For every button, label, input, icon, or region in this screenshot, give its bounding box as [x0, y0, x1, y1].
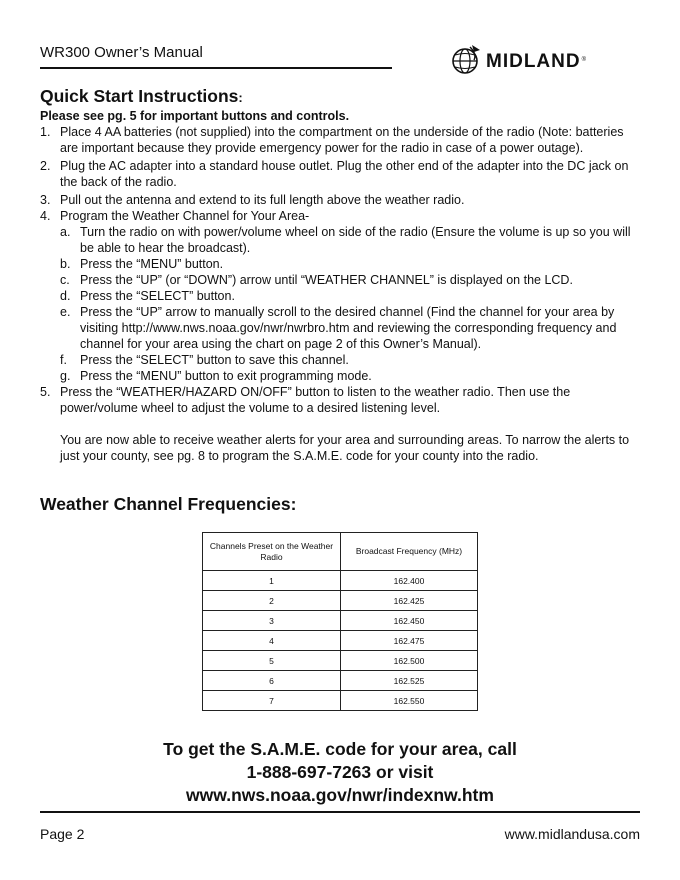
registered-mark: ®: [581, 57, 587, 63]
logo-wordmark: MIDLAND: [486, 51, 581, 72]
callout-url: www.nws.noaa.gov/nwr/indexnw.htm: [186, 785, 494, 805]
list-item: g. Press the “MENU” button to exit programming mode.: [60, 369, 372, 383]
quick-start-section: [40, 86, 640, 464]
quick-start-heading: Quick Start Instructions:: [40, 86, 243, 106]
same-code-callout: [40, 738, 640, 807]
header-divider: [40, 67, 392, 69]
list-item: f. Press the “SELECT” button to save this channel.: [60, 353, 349, 367]
table-row: [203, 571, 478, 591]
substeps-list: [60, 224, 640, 384]
channel-cell: 5: [203, 651, 341, 671]
channel-cell: 7: [203, 691, 341, 711]
frequency-cell: 162.425: [341, 591, 478, 611]
list-item: a. Turn the radio on with power/volume wheel on side of the radio (Ensure the volume is up so you will be able to hear the broadcast).: [60, 225, 631, 255]
table-row: [203, 651, 478, 671]
channel-cell: 1: [203, 571, 341, 591]
steps-list: [40, 124, 640, 416]
page-number: Page 2: [40, 826, 85, 842]
list-item: 4. Program the Weather Channel for Your Area- a. Turn the radio on with power/volume wheel on side of the radio (Ensure the volume is up so you will be able to hear the broadcast). b. Press the “MENU” button. c. Press the “UP” (or “DOWN”) arrow until “WEATHER CHANNEL” is displayed on the LCD. d. Press the “SELECT” button. e. Press the “UP” arrow to manually scroll to the desired channel (Find the channel for your area by visiting http://www.nws.noaa.gov/nwr/nwrbro.htm and reviewing the corresponding frequency and channel for your area using the chart on page 2 of this Owner’s Manual). f. Press the “SELECT” button to save this channel. g. Press the “MENU” button to exit programming mode.: [40, 208, 640, 384]
list-item: 3. Pull out the antenna and extend to its full length above the weather radio.: [40, 193, 465, 207]
list-item: e. Press the “UP” arrow to manually scroll to the desired channel (Find the channel for your area by visiting http://www.nws.noaa.gov/nwr/nwrbro.htm and reviewing the corresponding frequency and channel for your area using the chart on page 2 of this Owner’s Manual).: [60, 305, 617, 351]
frequency-cell: 162.550: [341, 691, 478, 711]
table-row: [203, 631, 478, 651]
table-row: [203, 591, 478, 611]
channel-cell: 4: [203, 631, 341, 651]
frequency-table: [202, 532, 478, 711]
midland-logo: [450, 40, 642, 80]
list-item: 1. Place 4 AA batteries (not supplied) into the compartment on the underside of the radio (Note: batteries are important because they provide emergency power for the radio in case of a power outage).: [40, 125, 624, 155]
list-item: c. Press the “UP” (or “DOWN”) arrow until “WEATHER CHANNEL” is displayed on the LCD.: [60, 273, 573, 287]
channel-cell: 2: [203, 591, 341, 611]
column-header-channel: Channels Preset on the Weather Radio: [203, 533, 341, 571]
manual-title: WR300 Owner’s Manual: [40, 44, 203, 61]
channel-cell: 6: [203, 671, 341, 691]
frequency-cell: 162.475: [341, 631, 478, 651]
closing-paragraph: You are now able to receive weather alerts for your area and surrounding areas. To narrow the alerts to just your county, see pg. 8 to program the S.A.M.E. code for your county into the radio.: [60, 433, 630, 463]
frequency-cell: 162.500: [341, 651, 478, 671]
footer-website: www.midlandusa.com: [504, 826, 640, 842]
frequencies-heading: Weather Channel Frequencies:: [40, 494, 297, 514]
column-header-frequency: Broadcast Frequency (MHz): [341, 533, 478, 571]
callout-line: To get the S.A.M.E. code for your area, call: [163, 739, 517, 759]
frequency-cell: 162.450: [341, 611, 478, 631]
table-row: [203, 691, 478, 711]
footer-divider: [40, 811, 640, 813]
table-header-row: [203, 533, 478, 571]
list-item: d. Press the “SELECT” button.: [60, 289, 235, 303]
table-row: [203, 671, 478, 691]
list-item: 5. Press the “WEATHER/HAZARD ON/OFF” button to listen to the weather radio. Then use the power/volume wheel to adjust the volume to a desired listening level.: [40, 385, 571, 415]
list-item: b. Press the “MENU” button.: [60, 257, 224, 271]
table-row: [203, 611, 478, 631]
frequency-cell: 162.525: [341, 671, 478, 691]
channel-cell: 3: [203, 611, 341, 631]
frequency-cell: 162.400: [341, 571, 478, 591]
buttons-note: Please see pg. 5 for important buttons and controls.: [40, 109, 350, 123]
globe-icon: [450, 42, 484, 78]
callout-phone: 1-888-697-7263 or visit: [246, 762, 434, 782]
list-item: 2. Plug the AC adapter into a standard house outlet. Plug the other end of the adapter into the DC jack on the back of the radio.: [40, 159, 629, 189]
